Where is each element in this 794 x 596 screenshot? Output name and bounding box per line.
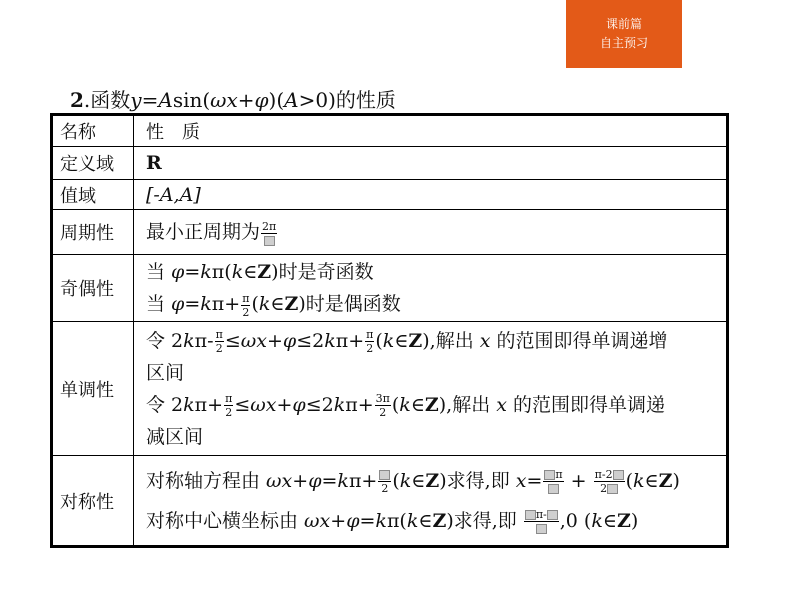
- math: k: [337, 469, 349, 492]
- math: ωx: [266, 469, 293, 492]
- math: ωx: [240, 329, 267, 352]
- row-name-symmetry: 对称性: [60, 491, 114, 513]
- math: ≤2: [296, 329, 325, 352]
- math: +: [292, 469, 309, 492]
- math: π+: [348, 469, 378, 492]
- monotonic-increasing-line: [146, 325, 726, 357]
- table-cell-property: [134, 322, 726, 456]
- parity-odd-line: [146, 256, 726, 288]
- math: k: [591, 509, 603, 532]
- math: =: [359, 509, 376, 532]
- heading-math: A: [284, 88, 299, 112]
- math: k: [200, 261, 212, 283]
- table-row-header: [53, 116, 726, 147]
- math: ωx: [304, 509, 331, 532]
- text: ),解出: [422, 329, 480, 352]
- text: )时是奇函数: [271, 261, 374, 283]
- math: ∈: [411, 469, 426, 492]
- heading-math: A: [158, 88, 173, 112]
- math: ∈: [418, 509, 433, 532]
- header-name: 名称: [60, 122, 96, 143]
- fraction-numerator: π: [555, 468, 563, 481]
- math: =: [184, 261, 201, 283]
- table-cell-property: [134, 147, 726, 180]
- table-cell-name: [53, 116, 134, 147]
- placeholder-glyph: [379, 470, 390, 480]
- fraction-denominator: 2: [381, 482, 389, 495]
- properties-table: [50, 113, 729, 548]
- math: π+: [335, 329, 365, 352]
- math: (: [375, 329, 383, 352]
- fraction: [594, 468, 625, 495]
- math: (: [625, 469, 633, 492]
- math: π(: [386, 509, 407, 532]
- symmetry-center-line: [146, 501, 726, 541]
- math: ∈: [644, 469, 659, 492]
- text: 当: [146, 261, 172, 283]
- math: Z: [432, 509, 447, 532]
- placeholder-glyph: [544, 470, 555, 480]
- math: Z: [257, 261, 272, 283]
- section-tab[interactable]: [566, 0, 682, 68]
- math: φ: [292, 393, 306, 416]
- monotonic-decreasing-line: [146, 389, 726, 421]
- math: (: [391, 393, 400, 416]
- heading: [70, 84, 396, 113]
- monotonic-increasing-line-2: [146, 357, 726, 389]
- table-row-monotonic: [53, 322, 726, 456]
- math: ≤2: [305, 393, 334, 416]
- table-cell-name: [53, 147, 134, 180]
- math: =: [321, 469, 338, 492]
- math: Z: [425, 469, 440, 492]
- placeholder-glyph: [264, 236, 275, 246]
- math: =: [526, 469, 543, 492]
- math: φ: [171, 293, 185, 315]
- placeholder-glyph: [547, 510, 558, 520]
- math: ≤: [234, 393, 251, 416]
- math: ,0 (: [559, 509, 592, 532]
- row-name-period: 周期性: [60, 223, 114, 244]
- math: =: [184, 293, 201, 315]
- math: k: [183, 393, 195, 416]
- text: )求得,即: [446, 509, 523, 532]
- fraction: [524, 508, 559, 535]
- text: )时是偶函数: [298, 293, 401, 315]
- math: x: [515, 469, 527, 492]
- table-row-symmetry: [53, 456, 726, 545]
- heading-math: φ: [254, 88, 269, 112]
- row-name-range: 值域: [60, 185, 96, 207]
- math: π-: [194, 329, 214, 352]
- heading-number: 2: [70, 88, 84, 112]
- math: Z: [284, 293, 299, 315]
- text: ),解出: [438, 393, 497, 416]
- math: ∈: [243, 261, 258, 283]
- fraction: [378, 468, 391, 495]
- math: k: [375, 509, 387, 532]
- math: (: [251, 293, 259, 315]
- math: ∈: [394, 329, 409, 352]
- section-tab-line2: 自主预习: [599, 36, 648, 50]
- fraction-numerator: π: [242, 291, 250, 305]
- fraction: [215, 328, 224, 355]
- fraction-denominator: 2: [366, 342, 374, 355]
- fraction-denominator: 2: [215, 342, 223, 355]
- range-value: [-A,A]: [146, 183, 201, 206]
- math: π(: [211, 261, 232, 283]
- placeholder-glyph: [607, 484, 618, 494]
- heading-dot: .: [83, 88, 91, 112]
- math: π+: [211, 293, 241, 315]
- fraction-numerator: π: [215, 328, 223, 341]
- fraction: [224, 392, 233, 419]
- math: k: [382, 329, 395, 352]
- math: Z: [616, 509, 631, 532]
- symmetry-axis-line: [146, 461, 726, 501]
- placeholder-glyph: [613, 470, 624, 480]
- math: +: [266, 329, 283, 352]
- math: k: [200, 293, 212, 315]
- period-fraction: [261, 220, 277, 247]
- math: Z: [408, 329, 423, 352]
- math: x: [479, 329, 491, 352]
- parity-even-line: [146, 288, 726, 320]
- math: +: [276, 393, 293, 416]
- fraction-denominator: 2: [225, 406, 233, 419]
- domain-value: R: [146, 152, 162, 174]
- fraction-numerator: π-: [535, 508, 547, 521]
- row-name-monotonic: 单调性: [60, 379, 114, 401]
- text: 当: [146, 293, 172, 315]
- fraction: [365, 328, 374, 355]
- fraction: [241, 292, 250, 319]
- table-row-range: [53, 180, 726, 210]
- header-property: 性 质: [146, 122, 200, 143]
- table-row-parity: [53, 255, 726, 322]
- text: 区间: [146, 361, 185, 384]
- table-cell-name: [53, 210, 134, 255]
- table-cell-name: [53, 255, 134, 322]
- heading-math: ωx: [210, 88, 238, 112]
- math: k: [399, 469, 412, 492]
- text: )求得,即: [439, 469, 516, 492]
- text: 令 2: [146, 393, 184, 416]
- fraction: [543, 468, 563, 495]
- math: ≤: [224, 329, 241, 352]
- table-cell-property: [134, 255, 726, 322]
- math: ): [672, 469, 680, 492]
- math: k: [399, 393, 411, 416]
- math: k: [633, 469, 645, 492]
- placeholder-glyph: [536, 524, 547, 534]
- row-name-parity: 奇偶性: [60, 279, 114, 300]
- table-cell-property: [134, 116, 726, 147]
- math: Z: [658, 469, 673, 492]
- math: φ: [171, 261, 185, 283]
- table-cell-property: [134, 456, 726, 545]
- row-name-domain: 定义域: [60, 154, 114, 175]
- text: 的范围即得单调递增: [490, 329, 668, 352]
- heading-math: )(: [268, 88, 285, 112]
- fraction-denominator: 2: [600, 482, 608, 495]
- heading-math: sin(: [172, 88, 211, 112]
- heading-math: =: [141, 88, 159, 112]
- math: ): [630, 509, 639, 532]
- math: k: [183, 329, 195, 352]
- fraction-numerator: 3π: [375, 392, 390, 405]
- math: π+: [345, 393, 374, 416]
- fraction-denominator: 2: [379, 406, 387, 419]
- math: ∈: [410, 393, 425, 416]
- fraction-numerator: π: [225, 392, 233, 405]
- placeholder-glyph: [548, 484, 559, 494]
- fraction-numerator: π: [366, 328, 374, 341]
- text: 的范围即得单调递: [506, 393, 666, 416]
- fraction-numerator: 2π: [262, 219, 277, 233]
- math: φ: [346, 509, 360, 532]
- math: φ: [308, 469, 322, 492]
- table-cell-name: [53, 322, 134, 456]
- heading-text: 函数: [90, 88, 131, 112]
- placeholder-glyph: [525, 510, 536, 520]
- math: x: [496, 393, 507, 416]
- math: k: [333, 393, 346, 416]
- table-cell-name: [53, 456, 134, 545]
- text: 令 2: [146, 329, 184, 352]
- section-tab-line1: 课前篇: [605, 17, 642, 31]
- table-row-period: [53, 210, 726, 255]
- fraction-denominator: 2: [242, 305, 250, 319]
- math: k: [324, 329, 336, 352]
- math: ωx: [250, 393, 277, 416]
- table-cell-name: [53, 180, 134, 210]
- fraction-numerator: π-2: [594, 468, 613, 481]
- text: 对称轴方程由: [146, 469, 267, 492]
- math: π+: [194, 393, 224, 416]
- period-text: 最小正周期为: [146, 221, 261, 244]
- math: (: [392, 469, 400, 492]
- math: Z: [424, 393, 439, 416]
- heading-text: 的性质: [335, 88, 396, 112]
- heading-math: y: [130, 88, 142, 112]
- table-cell-property: [134, 210, 726, 255]
- text: 减区间: [146, 425, 204, 448]
- math: φ: [282, 329, 297, 352]
- table-row-domain: [53, 147, 726, 180]
- heading-math: +: [237, 88, 255, 112]
- heading-math: >0): [298, 88, 336, 112]
- text: 对称中心横坐标由: [146, 509, 305, 532]
- math: k: [231, 261, 244, 283]
- math: ∈: [270, 293, 285, 315]
- monotonic-decreasing-line-2: [146, 421, 726, 453]
- math: k: [406, 509, 419, 532]
- math: ∈: [602, 509, 617, 532]
- math: k: [258, 293, 271, 315]
- math: +: [330, 509, 347, 532]
- table-cell-property: [134, 180, 726, 210]
- fraction: [375, 392, 391, 419]
- math: +: [564, 469, 593, 492]
